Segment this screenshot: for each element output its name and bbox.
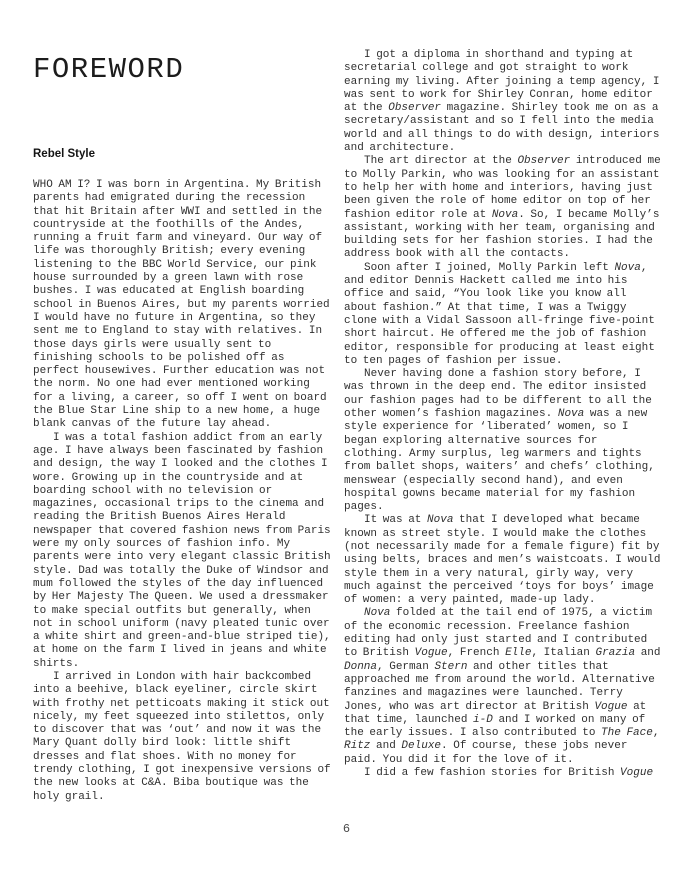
paragraph: The art director at the Observer introduced me to Molly Parkin, who was looking for an assistant to help her with home and interiors, having just been given the role of home editor on top of her fashion editor role at Nova. So, I became Molly’s assistant, working with her team, organising and building sets for her fashion stories. I had the address book with all the contacts.	[344, 155, 661, 261]
paragraph: Nova folded at the tail end of 1975, a victim of the economic recession. Freelance fashion editing had only just started and I contributed to British Vogue, French Elle, Italian Grazia and Donna, German Stern and other titles that approached me from around the world. Alternative fanzines and magazines were launched. Terry Jones, who was art director at British Vogue at that time, launched i-D and I worked on many of the early issues. I also contributed to The Face, Ritz and Deluxe. Of course, these jobs never paid. You did it for the love of it.	[344, 607, 661, 766]
paragraph: I got a diploma in shorthand and typing at secretarial college and got straight to work earning my living. After joining a temp agency, I was sent to work for Shirley Conran, home editor at the Observer magazine. Shirley took me on as a secretary/assistant and so I fell into the media world and all things to do with design, interiors and architecture.	[344, 49, 660, 155]
left-column-text	[33, 179, 334, 804]
paragraph: I arrived in London with hair backcombed into a beehive, black eyeliner, circle skirt with frothy net petticoats making it stick out nicely, my feet squeezed into stilettos, only to discover that was ‘out’ and now it was the Mary Quant dolly bird look: little shift dresses and flat shoes. With no money for trendy clothing, I got inexpensive versions of the new looks at C&A. Biba boutique was the holy grail.	[33, 670, 331, 803]
paragraph: Soon after I joined, Molly Parkin left Nova, and editor Dennis Hackett called me into his office and said, “You look like you know all about fashion.” At that time, I was a Twiggy clone with a Vidal Sassoon all-fringe five-point short haircut. He offered me the job of fashion editor, responsible for producing at least eight to ten pages of fashion per issue.	[344, 261, 655, 367]
section-heading: Rebel Style	[33, 148, 95, 160]
paragraph: I was a total fashion addict from an early age. I have always been fascinated by fashion and design, the way I looked and the clothes I wore. Growing up in the countryside and at boarding school with no television or magazines, occasional trips to the cinema and reading the British Buenos Aires Herald newspaper that covered fashion news from Paris were my only sources of fashion info. My parents were into very elegant classic British style. Dad was totally the Duke of Windsor and mum followed the styles of the day influenced by Her Majesty The Queen. We used a dressmaker to make special outfits but generally, when not in school uniform (navy pleated tunic over a white shirt and green-and-blue striped tie), at home on the farm I lived in jeans and white shirts.	[33, 431, 331, 670]
paragraph: Never having done a fashion story before, I was thrown in the deep end. The editor insisted our fashion pages had to be different to all the other women’s fashion magazines. Nova was a new style experience for ‘liberated’ women, so I began exploring alternative sources for clothing. Army surplus, leg warmers and tights from ballet shops, waiters’ and chefs’ clothing, menswear (especially second hand), and even hospital gowns became material for my fashion pages.	[344, 368, 655, 514]
page-number: 6	[342, 822, 351, 836]
paragraph: WHO AM I? I was born in Argentina. My British parents had emigrated during the recession that hit Britain after WWI and settled in the countryside at the foothills of the Andes, running a fruit farm and vineyard. Our way of life was thoroughly British; every evening listening to the BBC World Service, our pink house surrounded by a green lawn with rose bushes. I was educated at English boarding school in Buenos Aires, but my parents worried I would have no future in Argentina, so they sent me to England to stay with relatives. In those days girls were usually sent to finishing schools to be polished off as perfect housewives. Further education was not the norm. No one had ever mentioned working for a living, a career, so off I went on board the Blue Star Line ship to a new home, a huge blank canvas of the future lay ahead.	[33, 179, 330, 431]
paragraph: It was at Nova that I developed what became known as street style. I would make the clothes (not necessarily made for a female figure) fit by using belts, braces and men’s waistcoats. I would style them in a very natural, girly way, very much against the perceived ‘toys for boys’ image of women: a very painted, made-up lady.	[344, 514, 661, 607]
right-column	[344, 49, 662, 780]
right-column-text	[344, 49, 662, 780]
left-column	[33, 55, 334, 804]
paragraph: I did a few fashion stories for British Vogue	[364, 767, 654, 780]
page-title: FOREWORD	[33, 53, 185, 86]
